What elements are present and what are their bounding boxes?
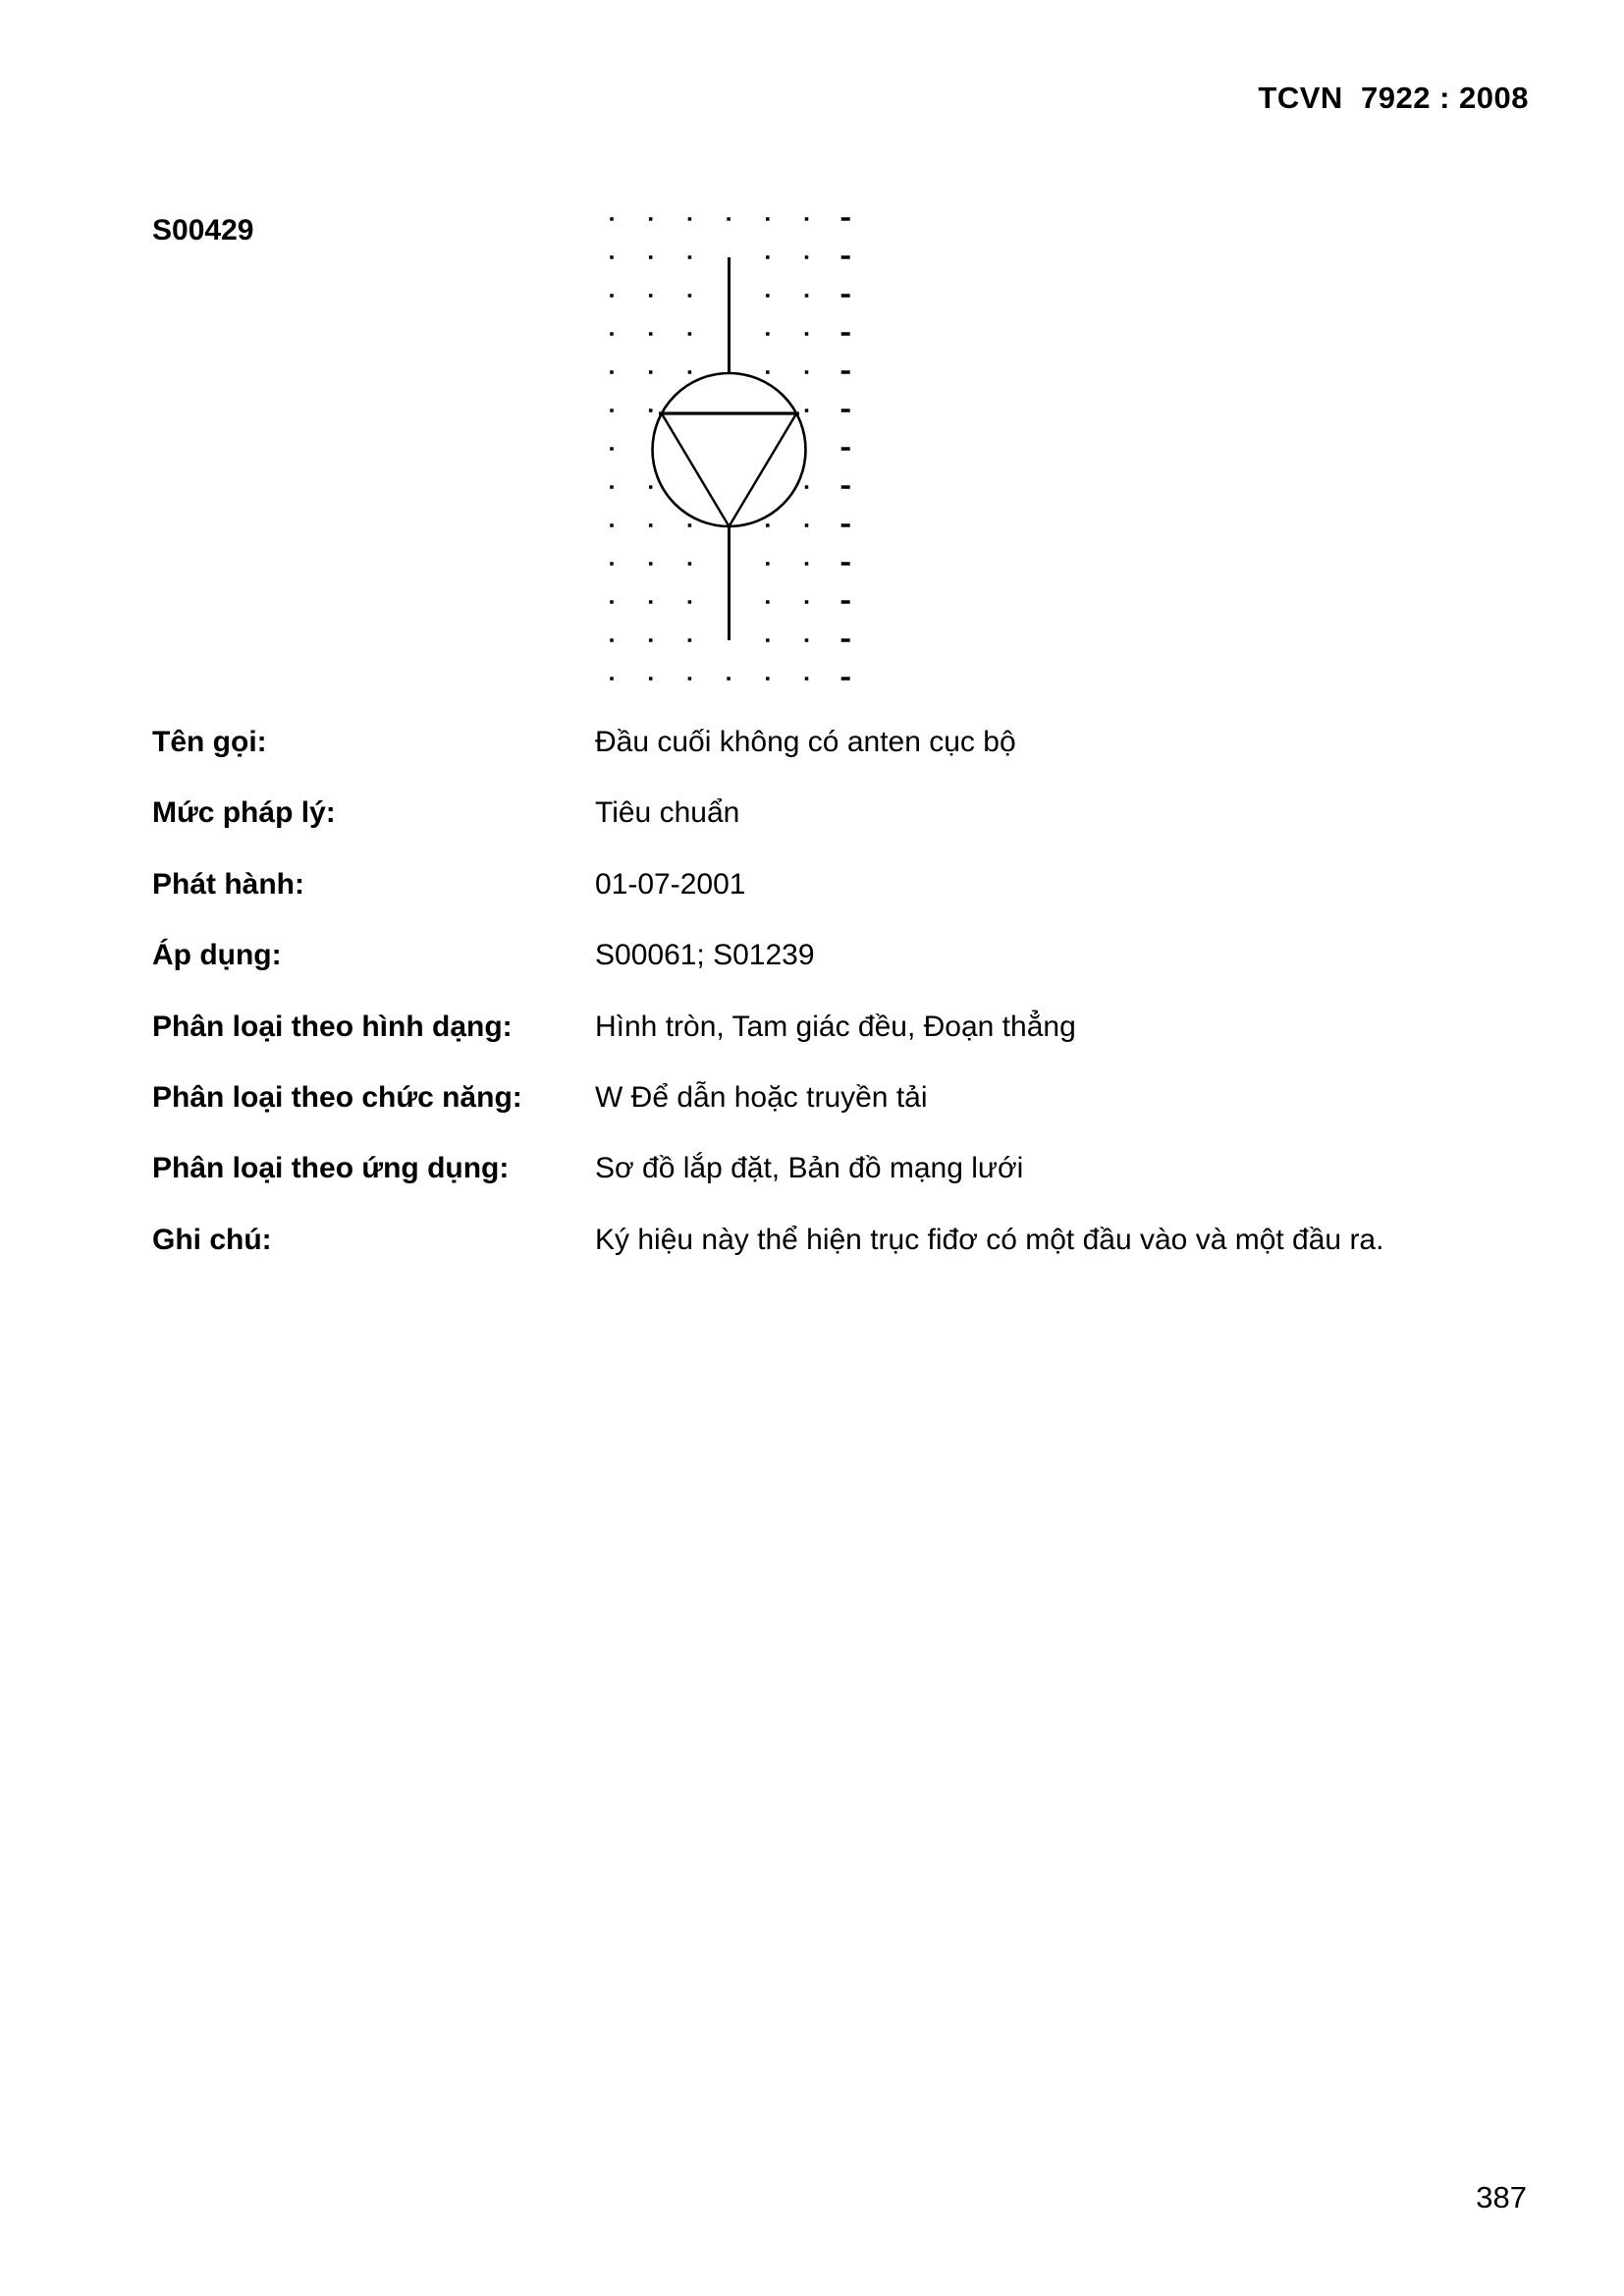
symbol-id: S00429	[152, 214, 254, 246]
field-row-phan-loai-chuc-nang	[152, 1081, 1527, 1117]
field-value: Sơ đồ lắp đặt, Bản đồ mạng lưới	[595, 1152, 1024, 1185]
field-value: Ký hiệu này thể hiện trục fiđơ có một đầu vào và một đầu ra.	[595, 1223, 1384, 1256]
field-row-ten-goi	[152, 726, 1527, 761]
field-value: S00061; S01239	[595, 939, 815, 972]
field-row-phan-loai-hinh-dang	[152, 1011, 1527, 1046]
field-row-ap-dung	[152, 939, 1527, 974]
terminal-symbol-figure	[584, 199, 869, 690]
field-row-ghi-chu	[152, 1224, 1527, 1259]
field-value: Đầu cuối không có anten cục bộ	[595, 726, 1016, 758]
terminal-symbol	[653, 257, 806, 640]
field-label: Ghi chú:	[152, 1223, 272, 1256]
field-label: Phát hành:	[152, 867, 304, 901]
field-label: Tên gọi:	[152, 726, 267, 758]
field-value: Hình tròn, Tam giác đều, Đoạn thẳng	[595, 1010, 1076, 1043]
field-value: 01-07-2001	[595, 867, 746, 901]
attribute-table	[152, 726, 1527, 1294]
field-value: Tiêu chuẩn	[595, 796, 740, 830]
field-row-phan-loai-ung-dung	[152, 1152, 1527, 1187]
field-value: W Để dẫn hoặc truyền tải	[595, 1080, 928, 1114]
field-label: Mức pháp lý:	[152, 796, 336, 830]
field-label: Phân loại theo ứng dụng:	[152, 1152, 510, 1185]
field-row-muc-phap-ly	[152, 796, 1527, 832]
field-label: Phân loại theo hình dạng:	[152, 1010, 513, 1043]
field-label: Áp dụng:	[152, 939, 282, 972]
field-row-phat-hanh	[152, 868, 1527, 903]
field-label: Phân loại theo chức năng:	[152, 1080, 522, 1114]
page-number: 387	[1476, 2180, 1527, 2214]
standard-header: TCVN 7922 : 2008	[1258, 81, 1529, 115]
